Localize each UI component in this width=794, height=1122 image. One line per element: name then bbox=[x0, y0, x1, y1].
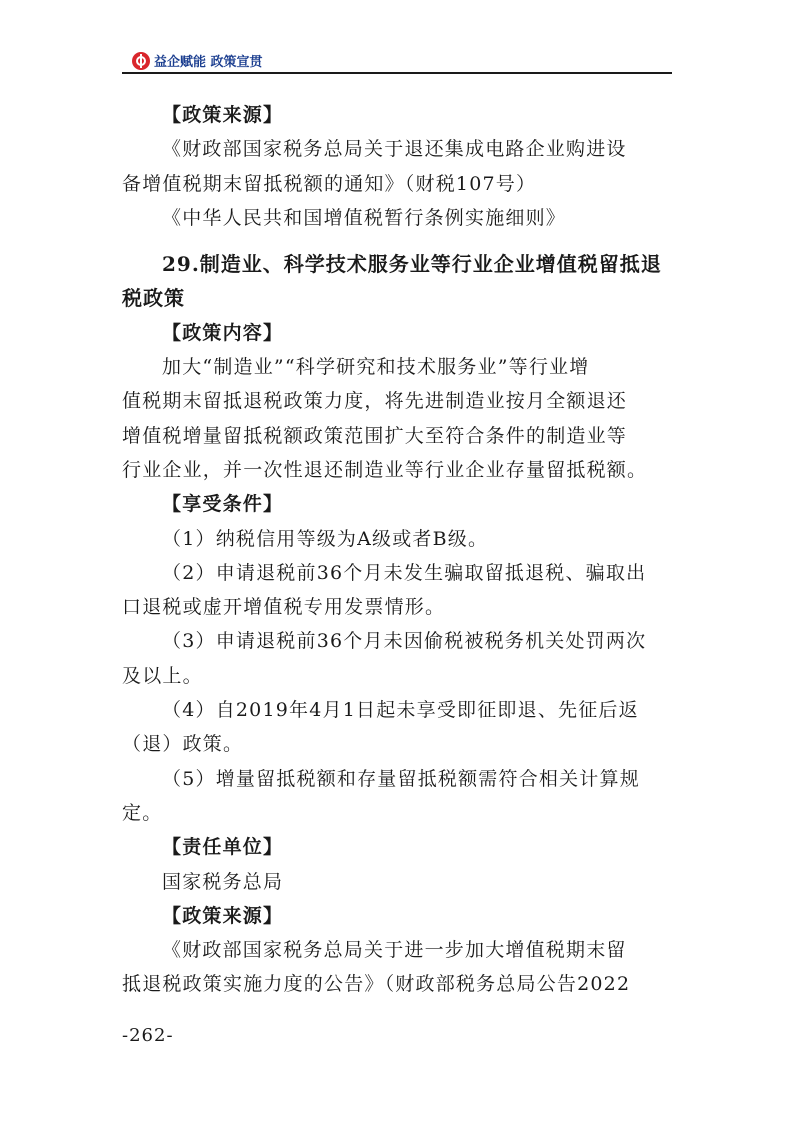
paragraph-line: 加大“制造业”“科学研究和技术服务业”等行业增 bbox=[162, 356, 590, 379]
responsible-unit: 国家税务总局 bbox=[162, 870, 284, 893]
condition-item-continued: （退）政策。 bbox=[122, 733, 244, 756]
condition-item-continued: 定。 bbox=[122, 801, 163, 824]
paragraph-line: 备增值税期末留抵税额的通知》（财税107号） bbox=[122, 172, 537, 195]
section-heading-source: 【政策来源】 bbox=[162, 904, 284, 927]
policy-title-continued: 税政策 bbox=[122, 286, 185, 311]
section-heading-conditions: 【享受条件】 bbox=[162, 493, 284, 516]
section-heading-responsible: 【责任单位】 bbox=[162, 836, 284, 859]
header-rule bbox=[122, 72, 672, 74]
brand-logo bbox=[132, 51, 263, 70]
page-header bbox=[122, 48, 672, 76]
paragraph-line: 《中华人民共和国增值税暂行条例实施细则》 bbox=[162, 206, 567, 229]
condition-item: （3）申请退税前36个月未因偷税被税务机关处罚两次 bbox=[162, 630, 647, 653]
section-heading-content: 【政策内容】 bbox=[162, 321, 284, 344]
policy-title: 29.制造业、科学技术服务业等行业企业增值税留抵退 bbox=[162, 252, 662, 277]
condition-item: （4）自2019年4月1日起未享受即征即退、先征后返 bbox=[162, 699, 639, 722]
paragraph-line: 《财政部国家税务总局关于退还集成电路企业购进设 bbox=[162, 138, 627, 161]
document-body bbox=[122, 98, 682, 1002]
paragraph-line: 增值税增量留抵税额政策范围扩大至符合条件的制造业等 bbox=[122, 424, 628, 447]
brand-text: 益企赋能 政策宣贯 bbox=[154, 55, 263, 70]
brand-logo-icon bbox=[132, 52, 150, 70]
paragraph-line: 行业企业，并一次性退还制造业等行业企业存量留抵税额。 bbox=[122, 458, 648, 481]
paragraph-line: 《财政部国家税务总局关于进一步加大增值税期末留 bbox=[162, 939, 627, 962]
section-heading-source: 【政策来源】 bbox=[162, 104, 284, 126]
condition-item: （1）纳税信用等级为A级或者B级。 bbox=[162, 527, 489, 550]
condition-item-continued: 及以上。 bbox=[122, 664, 203, 687]
condition-item: （5）增量留抵税额和存量留抵税额需符合相关计算规 bbox=[162, 767, 640, 790]
condition-item-continued: 口退税或虚开增值税专用发票情形。 bbox=[122, 596, 446, 619]
condition-item: （2）申请退税前36个月未发生骗取留抵退税、骗取出 bbox=[162, 561, 647, 584]
paragraph-line: 值税期末留抵退税政策力度，将先进制造业按月全额退还 bbox=[122, 390, 628, 413]
paragraph-line: 抵退税政策实施力度的公告》（财政部税务总局公告2022 bbox=[122, 973, 631, 996]
page-number: -262- bbox=[122, 1025, 174, 1046]
